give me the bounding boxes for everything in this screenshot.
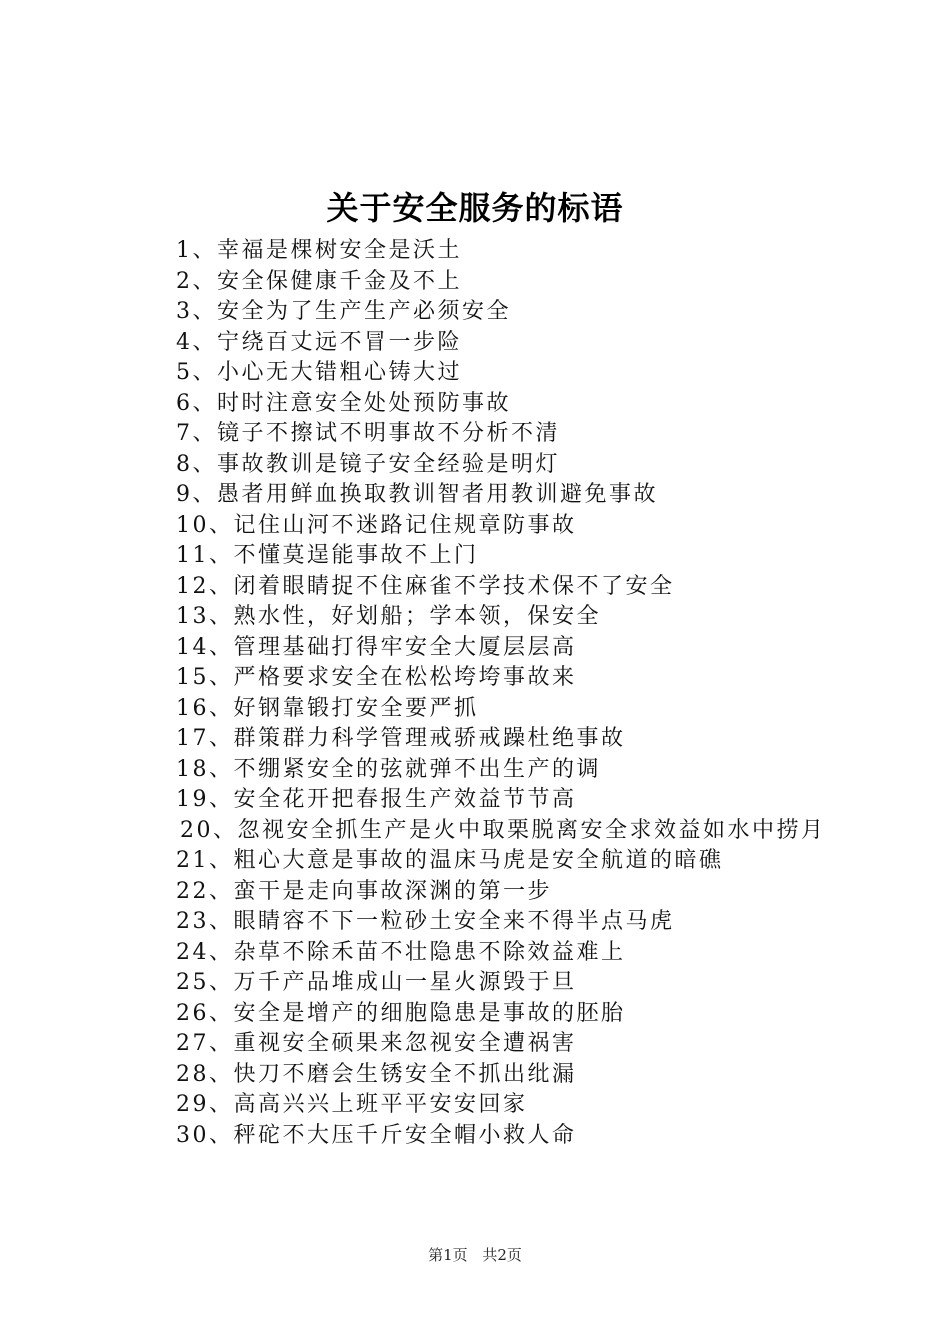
list-item: 16、好钢靠锻打安全要严抓: [176, 695, 479, 721]
list-item: 23、眼睛容不下一粒砂土安全来不得半点马虎: [176, 909, 675, 934]
list-item: 13、熟水性，好划船；学本领，保安全: [176, 604, 601, 629]
list-item: 30、秤砣不大压千斤安全帽小救人命: [176, 1122, 577, 1148]
list-item: 18、不绷紧安全的弦就弹不出生产的调: [176, 756, 601, 782]
list-item: 14、管理基础打得牢安全大厦层层高: [176, 634, 577, 660]
list-item: 29、高高兴兴上班平平安安回家: [176, 1092, 528, 1117]
list-item: 11、不懂莫逞能事故不上门: [176, 543, 479, 568]
list-item: 20、忽视安全抓生产是火中取栗脱离安全求效益如水中捞月: [180, 817, 826, 843]
list-item: 12、闭着眼睛捉不住麻雀不学技术保不了安全: [176, 573, 675, 599]
list-item: 5、小心无大错粗心铸大过: [176, 360, 462, 385]
list-item: 28、快刀不磨会生锈安全不抓出纰漏: [176, 1061, 577, 1087]
list-item: 4、宁绕百丈远不冒一步险: [176, 329, 462, 355]
list-item: 26、安全是增产的细胞隐患是事故的胚胎: [176, 1000, 626, 1026]
list-item: 21、粗心大意是事故的温床马虎是安全航道的暗礁: [176, 848, 724, 873]
page-footer: [0, 1244, 950, 1266]
list-item: 15、严格要求安全在松松垮垮事故来: [176, 665, 577, 690]
list-item: 6、时时注意安全处处预防事故: [176, 390, 511, 416]
list-item: 25、万千产品堆成山一星火源毁于旦: [176, 970, 577, 995]
list-item: 8、事故教训是镜子安全经验是明灯: [176, 451, 560, 477]
list-item: 24、杂草不除禾苗不壮隐患不除效益难上: [176, 939, 626, 965]
page-total: 共2页: [482, 1246, 522, 1264]
list-item: 27、重视安全硕果来忽视安全遭祸害: [176, 1031, 577, 1056]
list-item: 10、记住山河不迷路记住规章防事故: [176, 512, 577, 538]
list-item: 1、幸福是棵树安全是沃土: [176, 238, 462, 263]
list-item: 9、愚者用鲜血换取教训智者用教训避免事故: [176, 482, 658, 507]
list-item: 7、镜子不擦试不明事故不分析不清: [176, 421, 560, 446]
list-item: 2、安全保健康千金及不上: [176, 268, 462, 294]
page-number: 第1页: [428, 1246, 468, 1264]
list-item: 19、安全花开把春报生产效益节节高: [176, 787, 577, 812]
list-item: 17、群策群力科学管理戒骄戒躁杜绝事故: [176, 726, 626, 751]
list-item: 22、蛮干是走向事故深渊的第一步: [176, 878, 552, 904]
slogan-list: [0, 236, 950, 1151]
list-item: 3、安全为了生产生产必须安全: [176, 299, 511, 324]
document-title: 关于安全服务的标语: [326, 189, 624, 227]
